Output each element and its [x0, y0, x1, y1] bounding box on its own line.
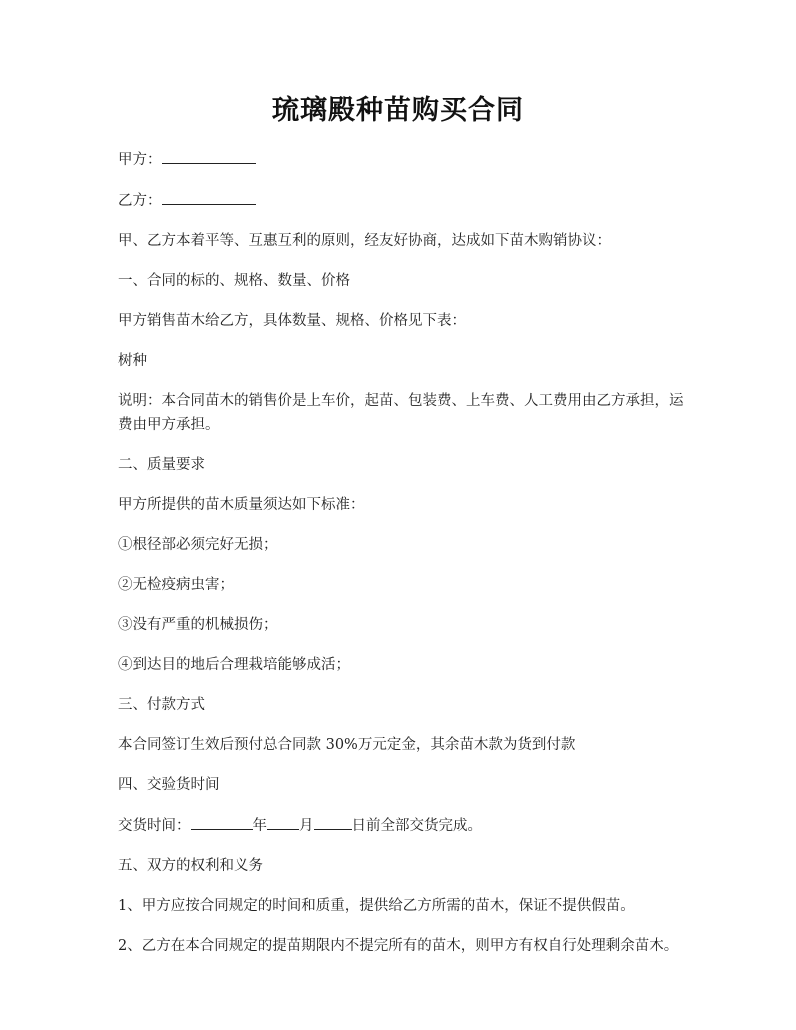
- table-header-species: 树种: [118, 353, 147, 369]
- document-title: 琉璃殿种苗购买合同: [272, 95, 524, 126]
- section3-heading: 三、付款方式: [118, 697, 205, 713]
- party-a-blank: [162, 147, 256, 164]
- section4-heading: 四、交验货时间: [118, 777, 220, 793]
- delivery-month-blank: [267, 813, 299, 830]
- quality-item: ③没有严重的机械损伤；: [118, 617, 278, 633]
- quality-item: ①根径部必须完好无损；: [118, 537, 278, 553]
- delivery-time-line: [118, 813, 688, 838]
- section2-text: 甲方所提供的苗木质量须达如下标准：: [118, 497, 365, 513]
- party-b-blank: [162, 188, 256, 205]
- party-b-label: 乙方：: [118, 193, 162, 209]
- delivery-prefix: 交货时间：: [118, 818, 191, 834]
- delivery-year-blank: [191, 813, 253, 830]
- section2-heading: 二、质量要求: [118, 457, 205, 473]
- section3-text: 本合同签订生效后预付总合同款 30%万元定金，其余苗木款为货到付款: [118, 737, 576, 753]
- delivery-suffix: 日前全部交货完成。: [351, 818, 482, 834]
- document-body: [118, 147, 688, 974]
- quality-item: ②无检疫病虫害；: [118, 577, 234, 593]
- party-a-line: [118, 147, 688, 172]
- delivery-year-label: 年: [252, 818, 267, 834]
- section5-heading: 五、双方的权利和义务: [118, 858, 263, 874]
- section1-text: 甲方销售苗木给乙方，具体数量、规格、价格见下表：: [118, 313, 466, 329]
- party-b-line: [118, 188, 688, 213]
- quality-item: ④到达目的地后合理栽培能够成活；: [118, 657, 350, 673]
- rights-item: 1、甲方应按合同规定的时间和质重，提供给乙方所需的苗木，保证不提供假苗。: [118, 898, 635, 914]
- party-a-label: 甲方：: [118, 152, 162, 168]
- intro-paragraph: 甲、乙方本着平等、互惠互利的原则，经友好协商，达成如下苗木购销协议：: [118, 233, 611, 249]
- section1-heading: 一、合同的标的、规格、数量、价格: [118, 273, 350, 289]
- delivery-month-label: 月: [299, 818, 314, 834]
- rights-item: 2、乙方在本合同规定的提苗期限内不提完所有的苗木，则甲方有权自行处理剩余苗木。: [118, 938, 679, 954]
- note-paragraph: 说明：本合同苗木的销售价是上车价，起苗、包装费、上车费、人工费用由乙方承担，运费由甲方承担。: [118, 393, 684, 433]
- delivery-day-blank: [314, 813, 352, 830]
